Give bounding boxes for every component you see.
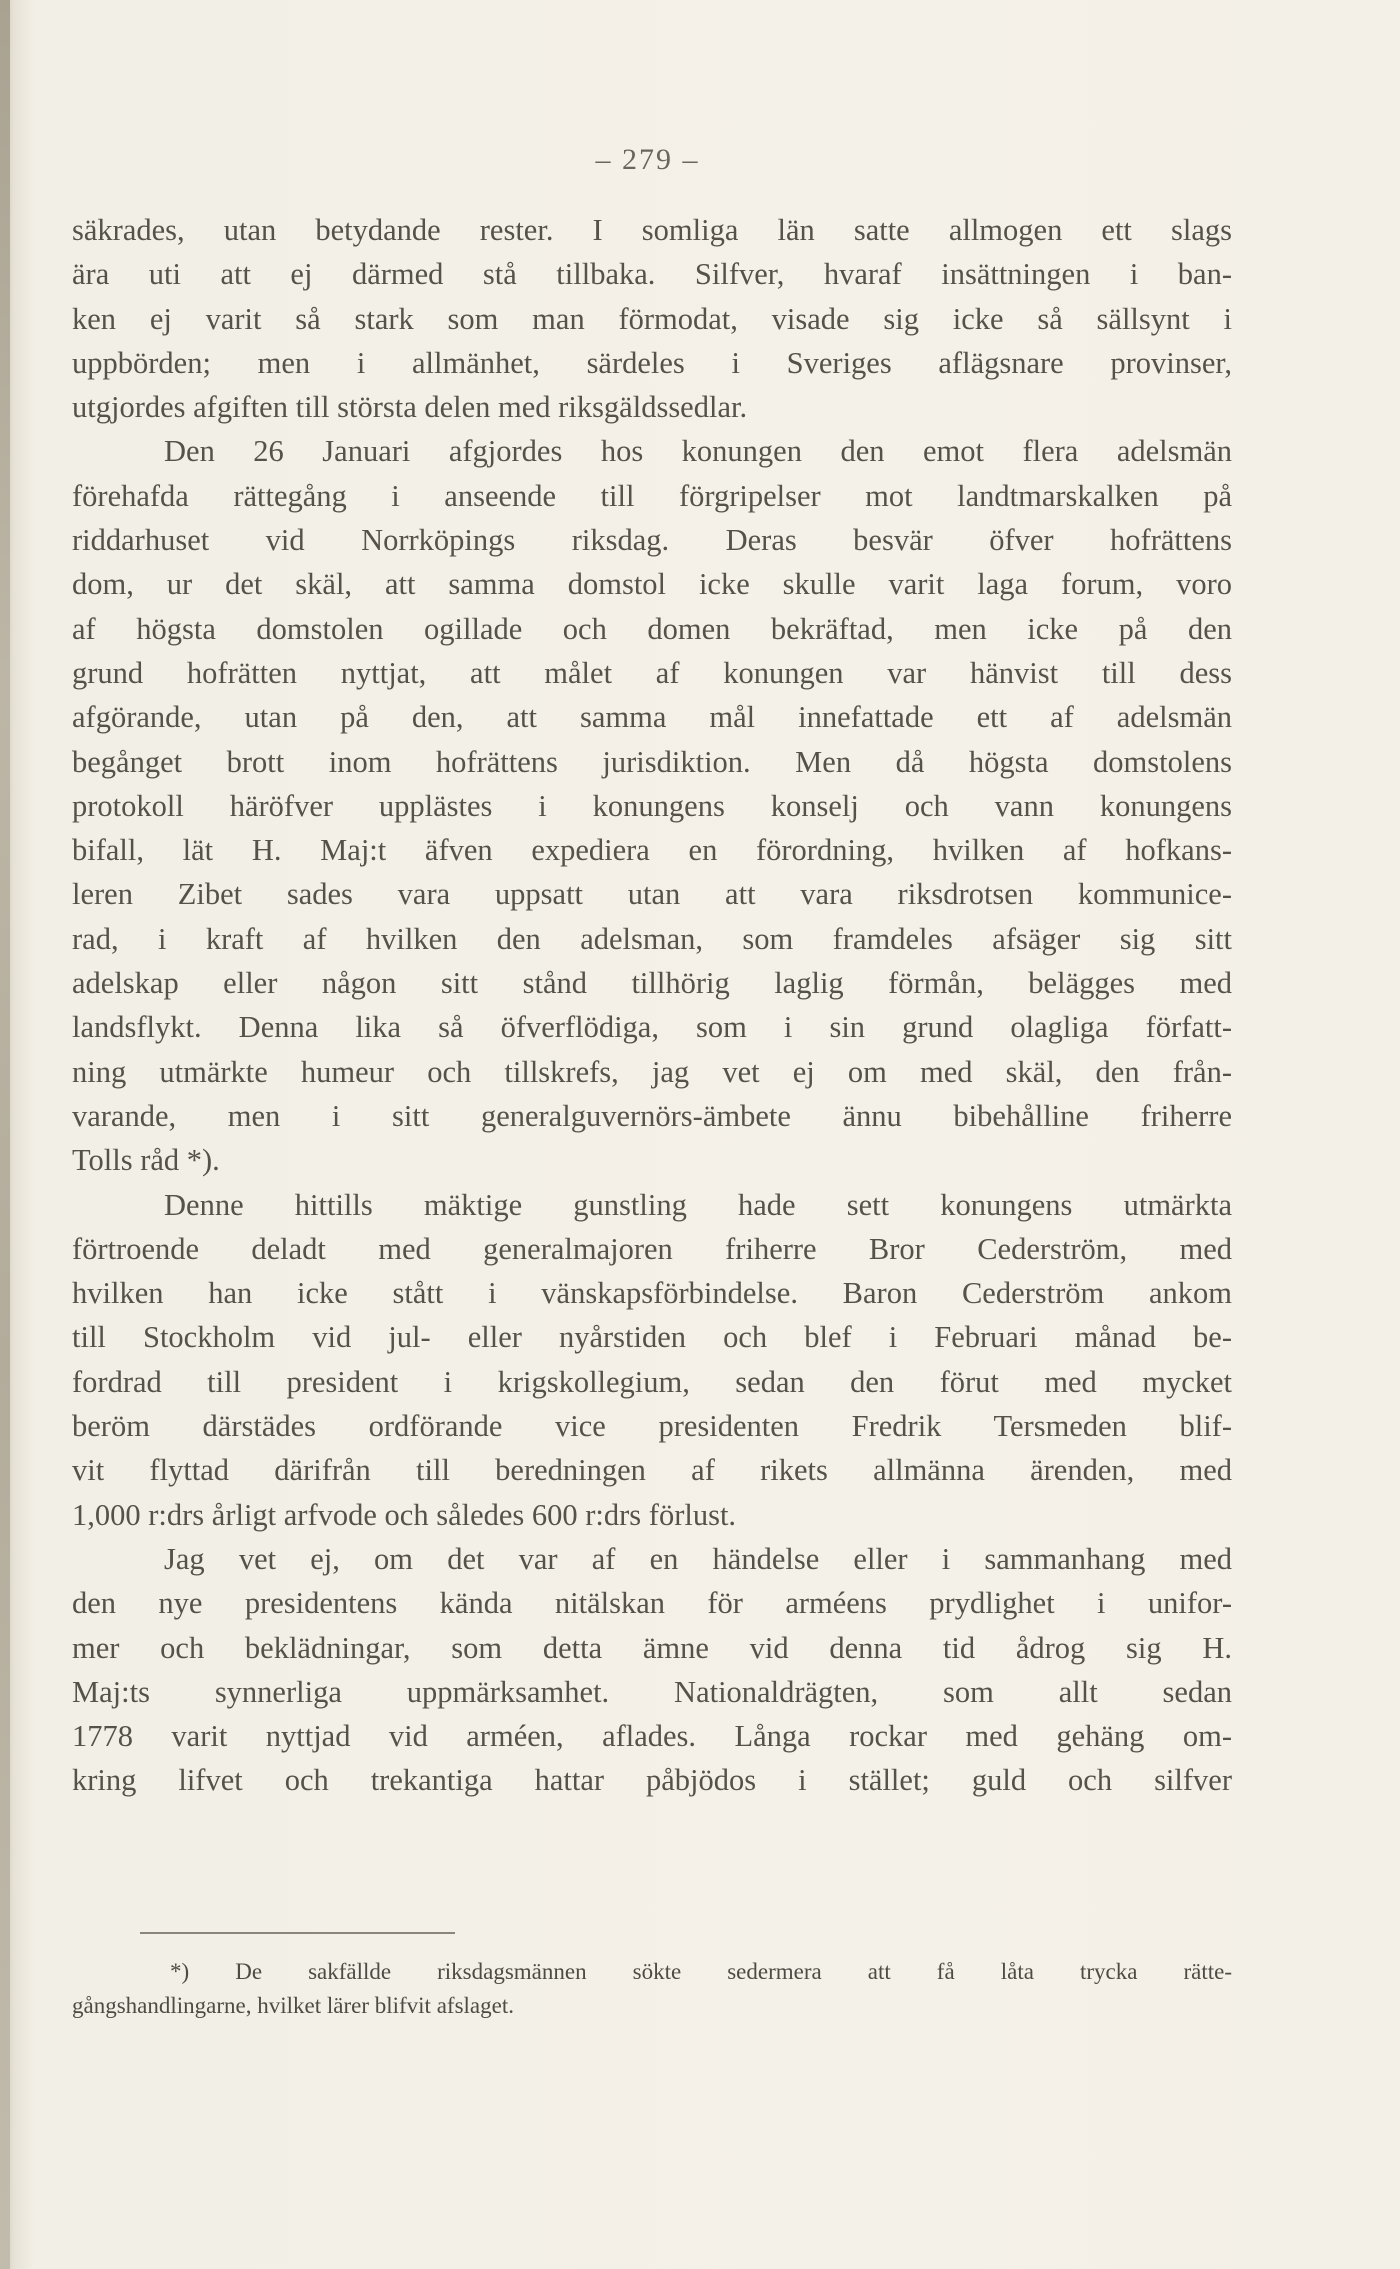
text-line: den nye presidentens kända nitälskan för arméens prydlighet i unifor-: [72, 1586, 1232, 1621]
text-line: riddarhuset vid Norrköpings riksdag. Deras besvär öfver hofrättens: [72, 523, 1232, 558]
footnote-divider: [140, 1932, 455, 1934]
paragraph-start-line: Denne hittills mäktige gunstling hade sett konungens utmärkta: [164, 1187, 1232, 1222]
text-line: landsflykt. Denna lika så öfverflödiga, som i sin grund olagliga författ-: [72, 1010, 1232, 1045]
text-line: fordrad till president i krigskollegium, sedan den förut med mycket: [72, 1364, 1232, 1399]
text-line: Maj:ts synnerliga uppmärksamhet. Nationaldrägten, som allt sedan: [72, 1674, 1232, 1709]
text-line: utgjordes afgiften till största delen med riksgäldssedlar.: [72, 390, 748, 425]
paragraph-start-line: Den 26 Januari afgjordes hos konungen den emot flera adelsmän: [164, 434, 1232, 469]
text-line: till Stockholm vid jul- eller nyårstiden och blef i Februari månad be-: [72, 1320, 1232, 1355]
text-line: 1778 varit nyttjad vid arméen, aflades. Långa rockar med gehäng om-: [72, 1719, 1232, 1754]
text-line: vit flyttad därifrån till beredningen af rikets allmänna ärenden, med: [72, 1453, 1232, 1488]
body-text: [72, 208, 1232, 1803]
text-line: leren Zibet sades vara uppsatt utan att vara riksdrotsen kommunice-: [72, 877, 1232, 912]
text-line: grund hofrätten nyttjat, att målet af konungen var hänvist till dess: [72, 655, 1232, 690]
text-line: dom, ur det skäl, att samma domstol icke skulle varit laga forum, voro: [72, 567, 1232, 602]
footnote: [72, 1955, 1232, 2023]
text-line: af högsta domstolen ogillade och domen bekräftad, men icke på den: [72, 611, 1232, 646]
paragraph-start-line: Jag vet ej, om det var af en händelse eller i sammanhang med: [164, 1541, 1232, 1576]
text-line: kring lifvet och trekantiga hattar påbjödos i stället; guld och silfver: [72, 1763, 1232, 1798]
text-line: hvilken han icke stått i vänskapsförbindelse. Baron Cederström ankom: [72, 1276, 1232, 1311]
text-line: varande, men i sitt generalguvernörs-ämbete ännu bibehålline friherre: [72, 1098, 1232, 1133]
text-line: ken ej varit så stark som man förmodat, visade sig icke så sällsynt i: [72, 301, 1232, 336]
text-line: afgörande, utan på den, att samma mål innefattade ett af adelsmän: [72, 700, 1232, 735]
footnote-line: *) De sakfällde riksdagsmännen sökte sedermera att få låta trycka rätte-: [170, 1959, 1232, 1984]
text-line: förehafda rättegång i anseende till förgripelser mot landtmarskalken på: [72, 478, 1232, 513]
text-line: säkrades, utan betydande rester. I somliga län satte allmogen ett slags: [72, 213, 1232, 247]
text-line: begånget brott inom hofrättens jurisdiktion. Men då högsta domstolens: [72, 744, 1232, 779]
page-number: – 279 –: [595, 143, 700, 176]
text-line: rad, i kraft af hvilken den adelsman, som framdeles afsäger sig sitt: [72, 921, 1232, 956]
text-line: förtroende deladt med generalmajoren friherre Bror Cederström, med: [72, 1231, 1232, 1266]
text-line: bifall, lät H. Maj:t äfven expediera en förordning, hvilken af hofkans-: [72, 833, 1232, 868]
page-binding-edge: [0, 0, 10, 2269]
text-line: ära uti att ej därmed stå tillbaka. Silfver, hvaraf insättningen i ban-: [72, 257, 1232, 292]
footnote-line: gångshandlingarne, hvilket lärer blifvit afslaget.: [72, 1993, 514, 2018]
text-line: Tolls råd *).: [72, 1143, 220, 1178]
text-line: protokoll häröfver upplästes i konungens konselj och vann konungens: [72, 788, 1232, 823]
text-line: ning utmärkte humeur och tillskrefs, jag vet ej om med skäl, den från-: [72, 1054, 1232, 1089]
text-line: 1,000 r:drs årligt arfvode och således 600 r:drs förlust.: [72, 1497, 737, 1532]
text-line: adelskap eller någon sitt stånd tillhörig laglig förmån, belägges med: [72, 966, 1232, 1001]
text-line: mer och beklädningar, som detta ämne vid denna tid ådrog sig H.: [72, 1630, 1232, 1665]
text-line: uppbörden; men i allmänhet, särdeles i Sveriges aflägsnare provinser,: [72, 345, 1232, 380]
text-line: beröm därstädes ordförande vice presidenten Fredrik Tersmeden blif-: [72, 1409, 1232, 1444]
